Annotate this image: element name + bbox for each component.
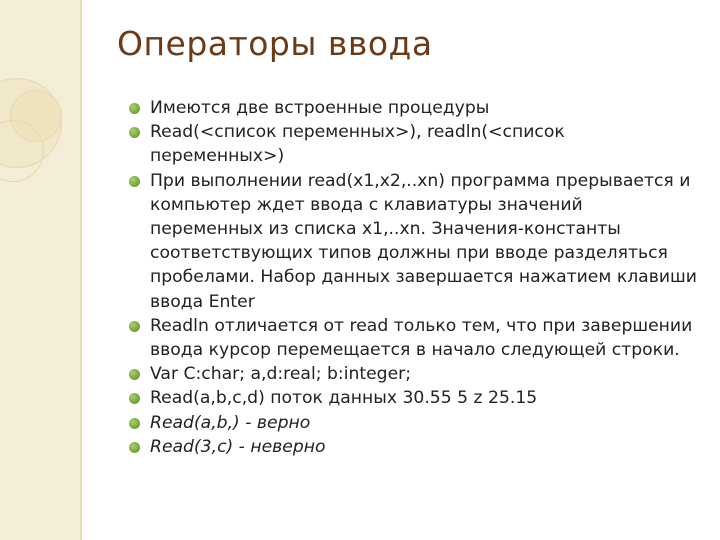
bullet-item xyxy=(126,362,698,386)
bullet-text: Read(3,c) - неверно xyxy=(150,436,326,457)
bullet-icon xyxy=(129,393,140,404)
bullet-list xyxy=(126,96,698,459)
bullet-icon xyxy=(129,418,140,429)
side-decoration-panel xyxy=(0,0,80,540)
bullet-item xyxy=(126,411,698,435)
bullet-text: Read(<список переменных>), readln(<список переменных>) xyxy=(150,122,565,167)
bullet-text: Var C:char; a,d:real; b:integer; xyxy=(150,364,412,385)
bullet-item xyxy=(126,120,698,168)
bullet-icon xyxy=(129,103,140,114)
bullet-icon xyxy=(129,321,140,332)
bullet-item xyxy=(126,435,698,459)
bullet-item xyxy=(126,96,698,120)
bullet-icon xyxy=(129,442,140,453)
bullet-icon xyxy=(129,127,140,138)
bullet-text: Readln отличается от read только тем, что при завершении ввода курсор перемещается в начало следующей строки. xyxy=(150,315,693,361)
slide-title: Операторы ввода xyxy=(117,24,433,63)
bullet-text: Имеются две встроенные процедуры xyxy=(150,98,490,118)
side-divider xyxy=(80,0,82,540)
bullet-text: При выполнении read(x1,x2,..xn) программа прерывается и компьютер ждет ввода с клавиатуры значений переменных из списка x1,..xn. Значения-константы соответствующих типов должны при вводе разделяться пробелами. Набор данных завершается нажатием клавиши ввода Enter xyxy=(150,170,697,312)
bullet-icon xyxy=(129,176,140,187)
bullet-item xyxy=(126,169,698,314)
bullet-icon xyxy=(129,369,140,380)
bullet-item xyxy=(126,314,698,362)
bullet-text: Read(a,b,) - верно xyxy=(150,412,311,433)
bullet-item xyxy=(126,386,698,410)
bullet-text: Read(a,b,c,d) поток данных 30.55 5 z 25.15 xyxy=(150,388,538,409)
